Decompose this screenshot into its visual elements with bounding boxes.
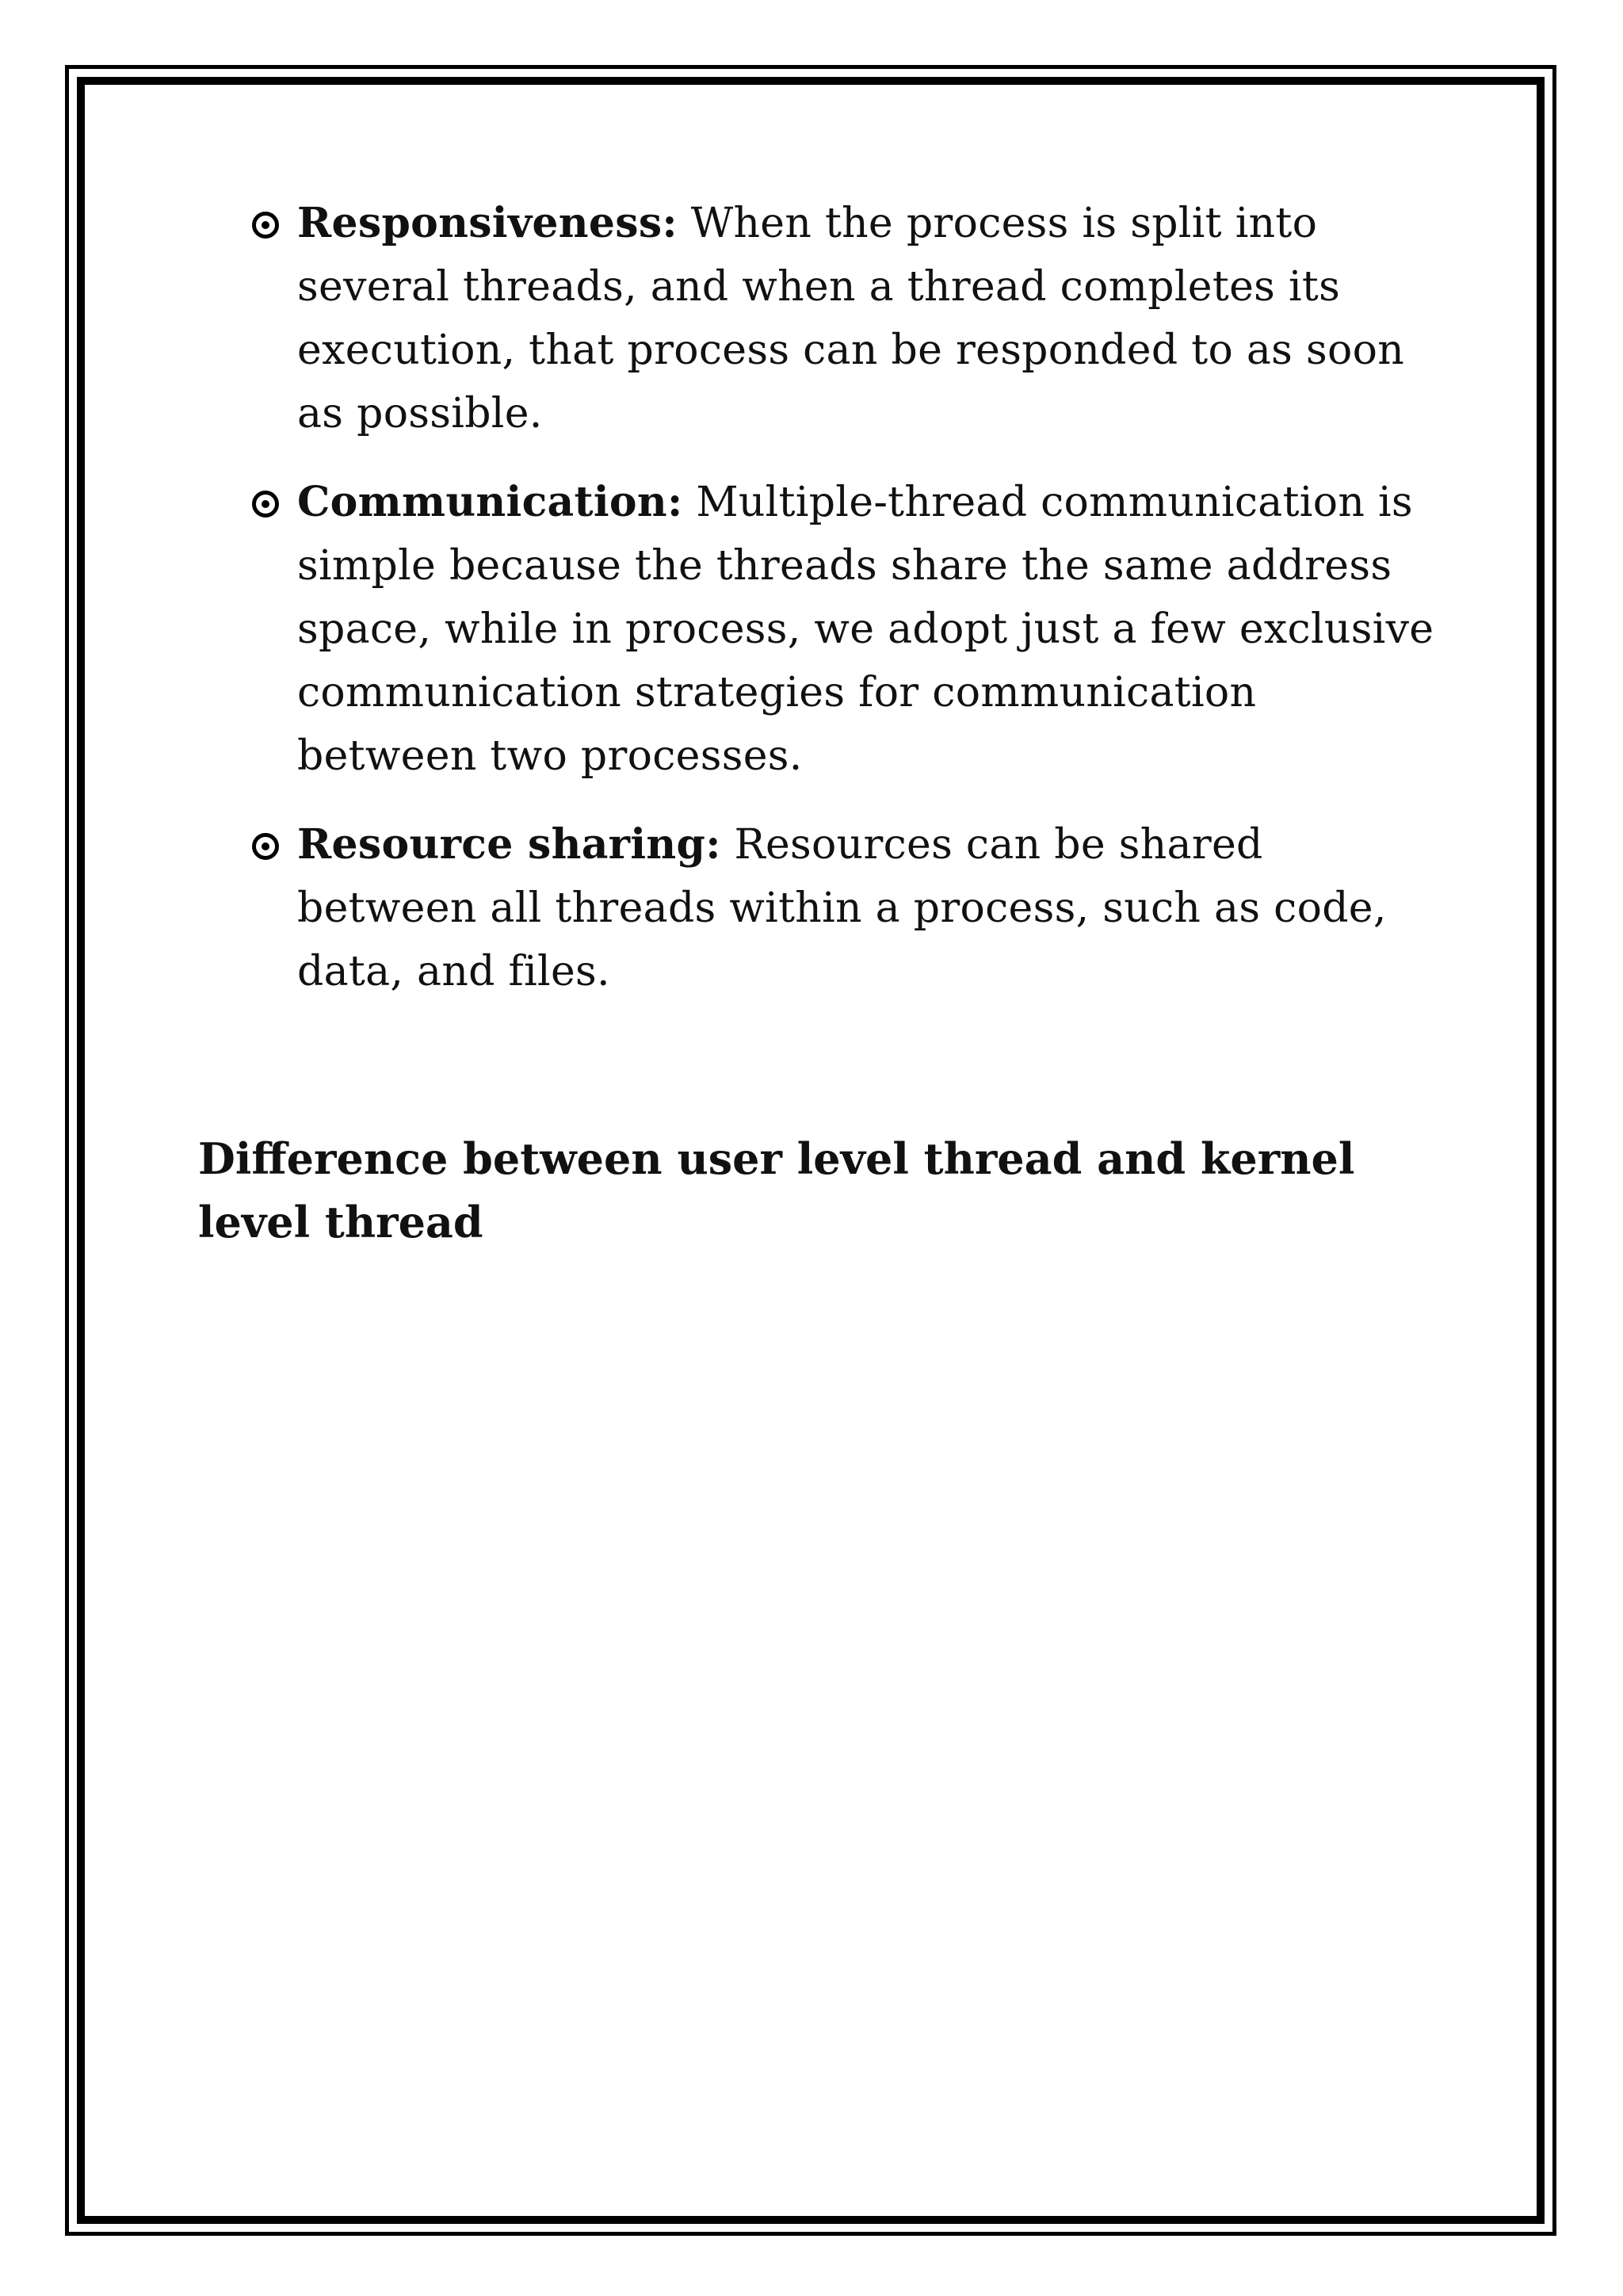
bullet-text: Resources can be shared between all threads within a process, such as code, data, and files. xyxy=(297,821,1387,995)
bullet-term: Communication: xyxy=(297,478,683,526)
page-content xyxy=(198,192,1434,1254)
bullet-text: Multiple-thread communication is simple because the threads share the same address space, while in process, we adopt just a few exclusive communication strategies for communication between two processes. xyxy=(297,479,1434,780)
section-heading: Difference between user level thread and kernel level thread xyxy=(198,1133,1355,1247)
radio-bullet-icon xyxy=(252,833,279,860)
radio-bullet-icon xyxy=(252,491,279,518)
list-item-resource-sharing xyxy=(198,813,1434,1003)
bullet-term: Responsiveness: xyxy=(297,199,678,247)
bullet-text: When the process is split into several threads, and when a thread completes its execution, that process can be responded to as soon as possible. xyxy=(297,200,1404,437)
list-item-communication xyxy=(198,471,1434,788)
advantages-list xyxy=(198,192,1434,1003)
list-item-responsiveness xyxy=(198,192,1434,445)
radio-bullet-icon xyxy=(252,212,279,239)
bullet-term: Resource sharing: xyxy=(297,820,721,869)
